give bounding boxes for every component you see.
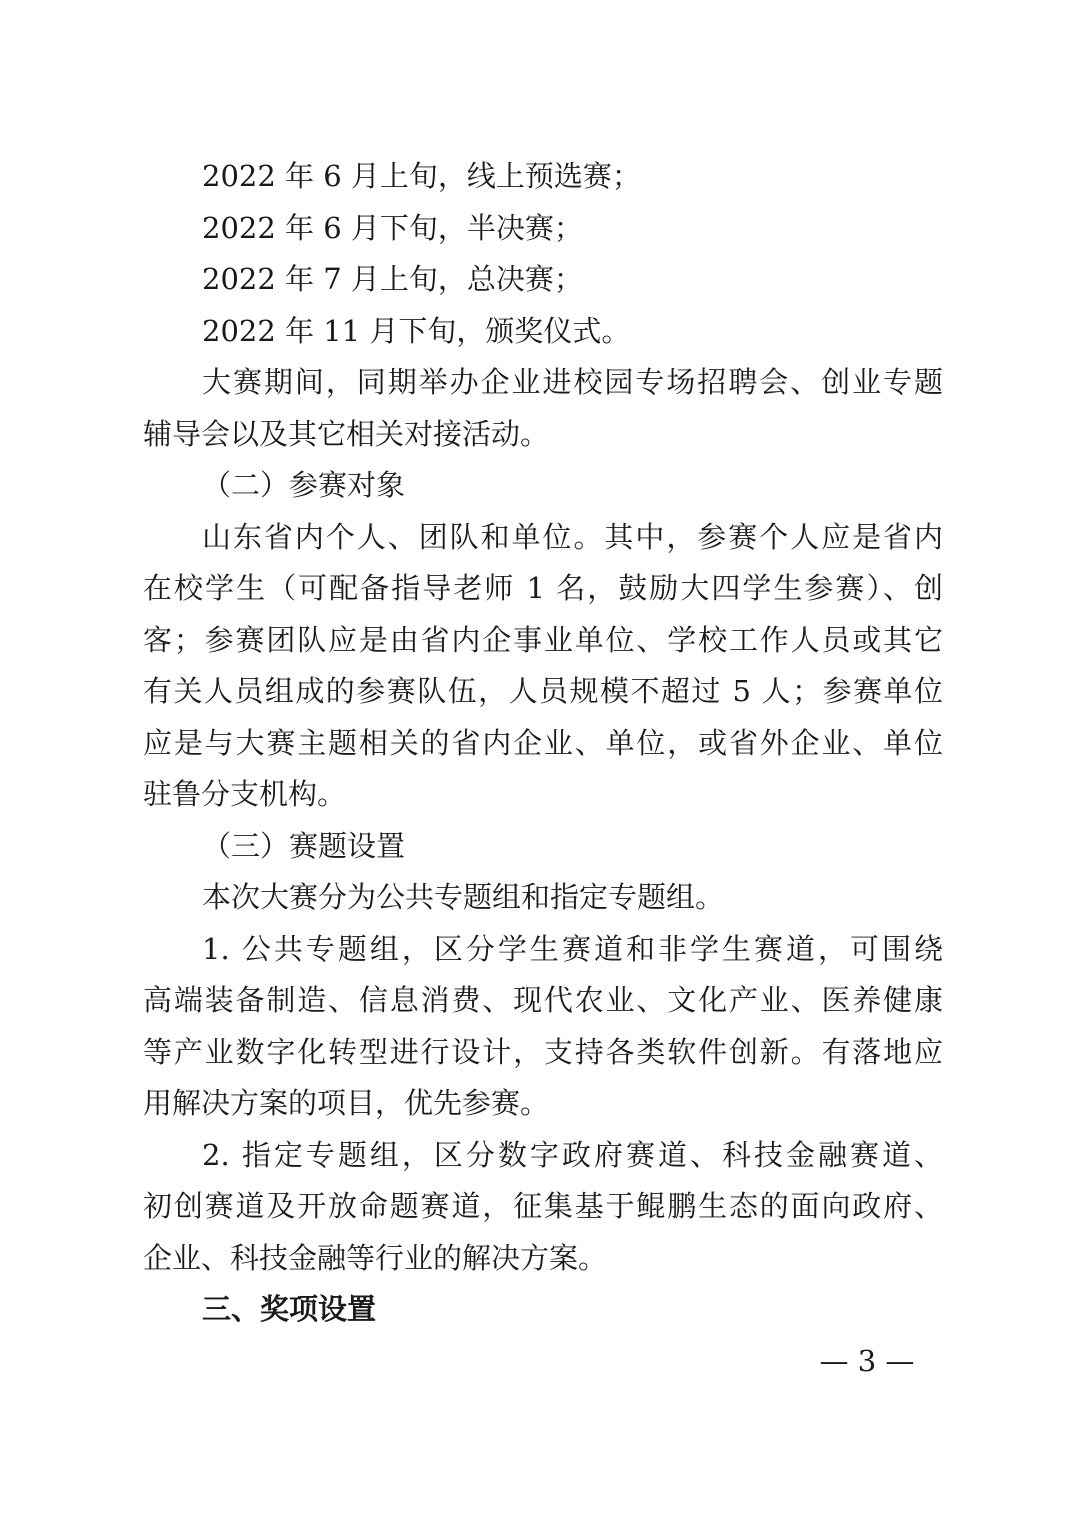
participants-paragraph-line: 驻鲁分支机构。 — [143, 777, 347, 811]
section-heading-participants: （二）参赛对象 — [202, 468, 406, 502]
participants-paragraph-line: 客；参赛团队应是由省内企事业单位、学校工作人员或其它 — [143, 623, 943, 657]
schedule-line-preliminary: 2022 年 6 月上旬，线上预选赛； — [202, 159, 641, 193]
topics-intro-line: 本次大赛分为公共专题组和指定专题组。 — [202, 880, 725, 914]
public-group-paragraph-line: 高端装备制造、信息消费、现代农业、文化产业、医养健康 — [143, 983, 943, 1017]
activities-paragraph-line: 大赛期间，同期举办企业进校园专场招聘会、创业专题 — [202, 365, 943, 399]
activities-paragraph-line: 辅导会以及其它相关对接活动。 — [143, 417, 550, 451]
public-group-paragraph-line: 等产业数字化转型进行设计，支持各类软件创新。有落地应 — [143, 1035, 943, 1069]
participants-paragraph-line: 在校学生（可配备指导老师 1 名，鼓励大四学生参赛）、创 — [143, 571, 943, 605]
designated-group-paragraph-line: 初创赛道及开放命题赛道，征集基于鲲鹏生态的面向政府、 — [143, 1189, 943, 1223]
designated-group-paragraph-line: 2. 指定专题组，区分数字政府赛道、科技金融赛道、 — [202, 1138, 943, 1172]
public-group-paragraph-line: 用解决方案的项目，优先参赛。 — [143, 1086, 550, 1120]
participants-paragraph-line: 应是与大赛主题相关的省内企业、单位，或省外企业、单位 — [143, 726, 943, 760]
designated-group-paragraph-line: 企业、科技金融等行业的解决方案。 — [143, 1241, 608, 1275]
participants-paragraph-line: 山东省内个人、团队和单位。其中，参赛个人应是省内 — [202, 520, 943, 554]
schedule-line-semifinal: 2022 年 6 月下旬，半决赛； — [202, 211, 583, 245]
section-heading-topics: （三）赛题设置 — [202, 829, 406, 863]
public-group-paragraph-line: 1. 公共专题组，区分学生赛道和非学生赛道，可围绕 — [202, 932, 943, 966]
section-heading-awards: 三、奖项设置 — [202, 1292, 377, 1326]
schedule-line-award-ceremony: 2022 年 11 月下旬，颁奖仪式。 — [202, 314, 631, 348]
schedule-line-final: 2022 年 7 月上旬，总决赛； — [202, 262, 583, 296]
page-number: — 3 — — [819, 1344, 915, 1378]
participants-paragraph-line: 有关人员组成的参赛队伍，人员规模不超过 5 人；参赛单位 — [143, 674, 943, 708]
